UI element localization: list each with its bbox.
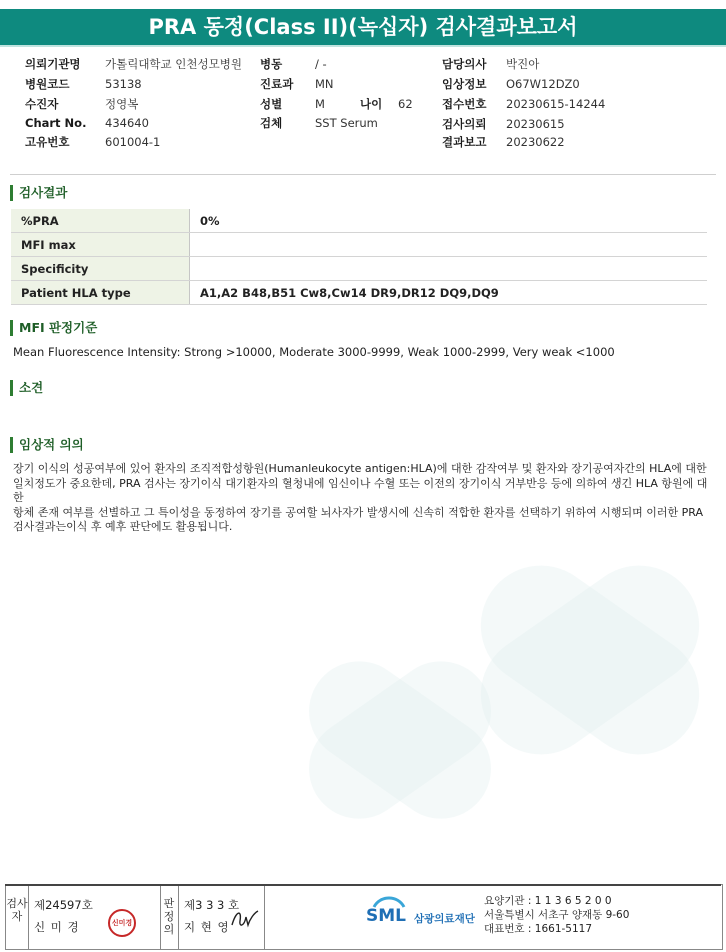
section-mfi-heading: MFI 판정기준 [10, 320, 97, 336]
org-info [484, 894, 629, 936]
info-row: 의뢰기관명 가톨릭대학교 인천성모병원 [25, 57, 242, 71]
table-value: 0% [190, 209, 708, 233]
clinical-line: 일치정도가 중요한데, PRA 검사는 장기이식 대기환자의 혈청내에 임신이나 수혈 또는 이전의 장기이식 거부반응 등에 의하여 생긴 HLA 항원에 대한 [13, 476, 708, 504]
inspector-name: 신 미 경 [34, 920, 80, 934]
info-row: 수진자 정영복 [25, 97, 139, 111]
table-key: Patient HLA type [11, 281, 190, 305]
footer [5, 884, 723, 950]
results-table [11, 209, 707, 305]
table-row [11, 281, 707, 305]
table-row [11, 233, 707, 257]
reviewer-name: 지 현 영 [184, 920, 230, 934]
institution-code: 요양기관 : 1 1 3 6 5 2 0 0 [484, 895, 612, 907]
inspector-license: 제24597호 [34, 898, 93, 912]
clinical-line: 장기 이식의 성공여부에 있어 환자의 조직적합성항원(Humanleukocyte antigen:HLA)에 대한 감작여부 및 환자와 장기공여자간의 HLA에 대한 [13, 462, 707, 475]
clinical-line: 항체 존재 여부를 선별하고 그 특이성을 동정하여 장기를 공여할 뇌사자가 발생시에 신속히 적합한 환자를 선택하기 위하여 시행되며 이러한 PRA [13, 505, 703, 519]
phone: 대표번호 : 1661-5117 [484, 923, 593, 935]
age-field: 나이 62 [360, 97, 413, 111]
signature-icon [228, 903, 264, 933]
mfi-criteria-text: Mean Fluorescence Intensity: Strong >10000, Moderate 3000-9999, Weak 1000-2999, Very weak <1000 [13, 345, 615, 359]
reviewer-label-box [160, 885, 179, 949]
table-value [190, 233, 708, 257]
inspector-label-box [6, 885, 29, 949]
info-row: 검체 SST Serum [260, 116, 378, 130]
clinical-line: 검사결과는이식 후 예후 판단에도 활용됩니다. [13, 520, 233, 533]
logo-text: SML [366, 906, 406, 926]
table-key: Specificity [11, 257, 190, 281]
table-key: MFI max [11, 233, 190, 257]
org-name: 삼광의료재단 [414, 913, 475, 925]
info-row: 검사의뢰 20230615 [442, 117, 565, 131]
section-opinion-heading: 소견 [10, 380, 43, 396]
table-row [11, 257, 707, 281]
seal-stamp-icon: 신미경 [108, 909, 136, 937]
section-results-heading: 검사결과 [10, 185, 67, 201]
info-row: 접수번호 20230615-14244 [442, 97, 606, 111]
inspector-label: 검사자 [6, 897, 28, 923]
address: 서울특별시 서초구 양재동 9-60 [484, 909, 630, 921]
reviewer-license: 제3 3 3 호 [184, 898, 240, 912]
header-divider [10, 174, 716, 175]
info-row: 담당의사 박진아 [442, 57, 540, 71]
clinical-text [13, 462, 713, 535]
reviewer-label: 판정의 [163, 897, 175, 936]
table-value: A1,A2 B48,B51 Cw8,Cw14 DR9,DR12 DQ9,DQ9 [190, 281, 708, 305]
table-key: %PRA [11, 209, 190, 233]
info-row: 성별 M [260, 97, 325, 111]
table-value [190, 257, 708, 281]
section-clinical-heading: 임상적 의의 [10, 437, 84, 453]
reviewer-box [178, 885, 265, 949]
info-row: 병원코드 53138 [25, 77, 142, 91]
inspector-box [28, 885, 161, 949]
info-row: 임상정보 O67W12DZ0 [442, 77, 580, 91]
info-row: 병동 / - [260, 57, 327, 71]
report-title: PRA 동정(Class II)(녹십자) 검사결과보고서 [0, 9, 726, 45]
table-row [11, 209, 707, 233]
info-row: Chart No. 434640 [25, 116, 149, 130]
info-row: 진료과 MN [260, 77, 334, 91]
title-underline [0, 45, 726, 47]
sml-logo [366, 893, 486, 941]
footer-top-rule [5, 884, 721, 886]
info-row: 고유번호 601004-1 [25, 135, 161, 149]
info-row: 결과보고 20230622 [442, 135, 565, 149]
